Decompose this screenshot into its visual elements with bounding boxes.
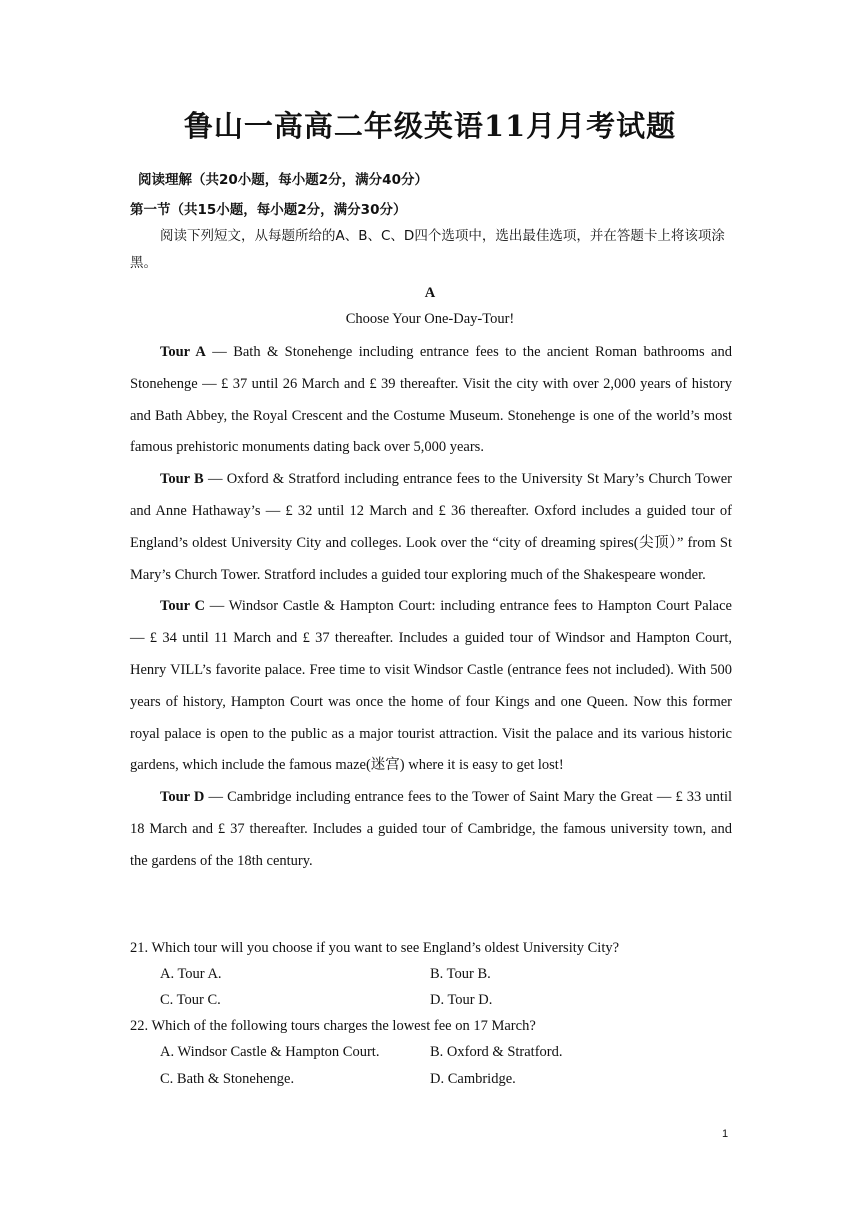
question-22-option-a[interactable]: A. Windsor Castle & Hampton Court. [160,1044,380,1060]
question-21-option-d[interactable]: D. Tour D. [430,992,493,1008]
question-21-option-c[interactable]: C. Tour C. [160,992,221,1008]
tour-d-text: — Cambridge including entrance fees to the Tower of Saint Mary the Great — £ 33 until 18 March and £ 37 thereafter. Includes a guided tour of Cambridge, the famous university town, and the gardens of the 18th century. [130,789,732,869]
page-number: 1 [722,1128,729,1140]
passage-title: Choose Your One-Day-Tour! [345,311,515,327]
question-21-stem: 21. Which tour will you choose if you want to see England’s oldest University City? [130,940,620,956]
question-21-option-a[interactable]: A. Tour A. [160,966,222,982]
passage-body [130,337,732,878]
question-21-option-b[interactable]: B. Tour B. [430,966,491,982]
tour-b-text: — Oxford & Stratford including entrance fees to the University St Mary’s Church Tower and Anne Hathaway’s — £ 32 until 12 March and £ 36 thereafter. Oxford includes a guided tour of England’s oldest University City and colleges. Look over the “city of dreaming spires(尖顶）” from St Mary’s Church Tower. Stratford includes a guided tour exploring much of the Shakespeare wonder. [130,471,732,583]
tour-c-text: — Windsor Castle & Hampton Court: including entrance fees to Hampton Court Palace — £ 34 until 11 March and £ 37 thereafter. Includes a guided tour of Windsor and Hampton Court, Henry VILL’s favorite palace. Free time to visit Windsor Castle (entrance fees not included). With 500 years of history, Hampton Court was once the home of four Kings and one Queen. Now this former royal palace is open to the public as a major tourist attraction. Visit the palace and its various historic gardens, which include the famous maze(迷宫) where it is easy to get lost! [130,598,732,774]
tour-b-label: Tour B [160,471,204,488]
instructions: 阅读下列短文，从每题所给的A、B、C、D四个选项中，选出最佳选项，并在答题卡上将该项涂黑。 [130,228,725,271]
tour-a-label: Tour A [160,344,206,360]
tour-a-text: — Bath & Stonehenge including entrance fees to the ancient Roman bathrooms and Stonehenge — £ 37 until 26 March and £ 39 thereafter. Visit the city with over 2,000 years of history and Bath Abbey, the Royal Crescent and the Costume Museum. Stonehenge is one of the world’s most famous prehistoric monuments dating back over 5,000 years. [130,344,732,456]
question-22-option-b[interactable]: B. Oxford & Stratford. [430,1044,563,1060]
tour-c-paragraph [130,591,732,782]
passage-letter: A [424,285,436,301]
section-heading: 阅读理解（共20小题，每小题2分，满分40分） [138,172,428,188]
tour-d-paragraph [130,782,732,877]
part-heading: 第一节（共15小题，每小题2分，满分30分） [130,202,407,218]
question-22-option-c[interactable]: C. Bath & Stonehenge. [160,1071,295,1087]
tour-c-label: Tour C [160,598,206,615]
tour-b-paragraph [130,464,732,591]
question-22-stem: 22. Which of the following tours charges the lowest fee on 17 March? [130,1018,536,1034]
question-22-option-d[interactable]: D. Cambridge. [430,1071,516,1087]
exam-title: 鲁山一高高二年级英语11月月考试题 [183,109,677,143]
tour-a-paragraph [130,337,732,464]
tour-d-label: Tour D [160,789,205,806]
